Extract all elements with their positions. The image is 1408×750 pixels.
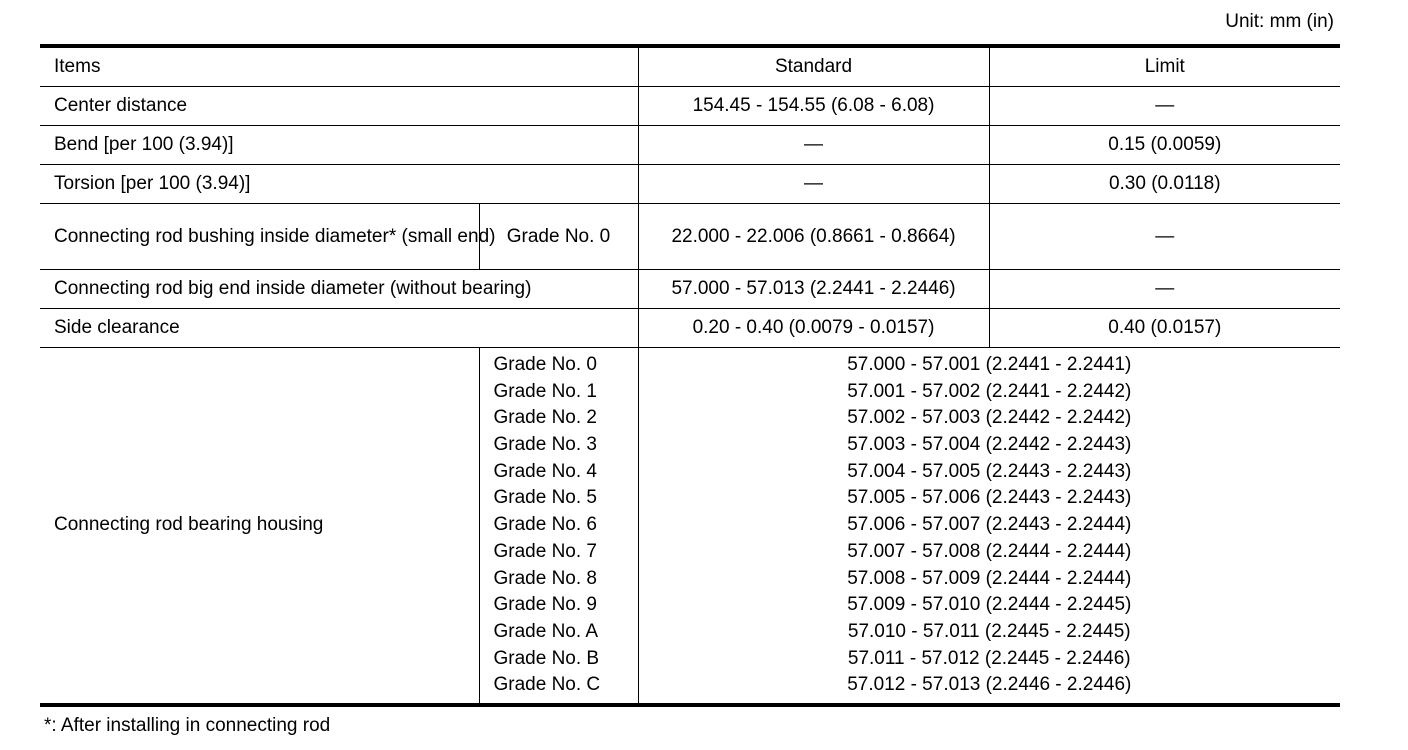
item-center-distance: Center distance (40, 87, 638, 126)
connecting-rod-spec-table (40, 44, 1340, 707)
range-item: 57.004 - 57.005 (2.2443 - 2.2443) (847, 460, 1132, 482)
header-limit: Limit (989, 46, 1340, 87)
grade-item: Grade No. 9 (493, 594, 597, 616)
table-row-big-end (40, 270, 1340, 309)
range-item: 57.006 - 57.007 (2.2443 - 2.2444) (847, 514, 1132, 536)
grade-item: Grade No. 5 (493, 487, 597, 509)
grade-item: Grade No. 0 (493, 354, 597, 375)
table-row-bushing (40, 204, 1340, 270)
standard-center-distance: 154.45 - 154.55 (6.08 - 6.08) (638, 87, 989, 126)
grade-bushing: Grade No. 0 (479, 204, 638, 270)
range-item: 57.008 - 57.009 (2.2444 - 2.2444) (847, 567, 1132, 589)
footnote: *: After installing in connecting rod (44, 715, 331, 736)
grade-item: Grade No. 4 (493, 460, 597, 482)
grade-list (494, 352, 624, 699)
range-list-cell (638, 348, 1340, 705)
range-item: 57.005 - 57.006 (2.2443 - 2.2443) (847, 487, 1132, 509)
grade-item: Grade No. 7 (493, 540, 597, 562)
header-row (40, 46, 1340, 87)
table-row-bearing-housing (40, 348, 1340, 705)
header-items: Items (40, 46, 638, 87)
range-item: 57.011 - 57.012 (2.2445 - 2.2446) (847, 647, 1131, 669)
limit-center-distance: — (989, 87, 1340, 126)
standard-side-clearance: 0.20 - 0.40 (0.0079 - 0.0157) (638, 309, 989, 348)
range-item: 57.001 - 57.002 (2.2441 - 2.2442) (847, 380, 1132, 402)
range-item: 57.002 - 57.003 (2.2442 - 2.2442) (847, 407, 1132, 429)
grade-item: Grade No. C (493, 674, 601, 696)
grade-item: Grade No. A (493, 620, 599, 642)
table-row-side-clearance (40, 309, 1340, 348)
standard-bend: — (638, 126, 989, 165)
standard-big-end: 57.000 - 57.013 (2.2441 - 2.2446) (638, 270, 989, 309)
grade-item: Grade No. 1 (493, 380, 597, 402)
range-list (653, 352, 1327, 699)
range-item: 57.003 - 57.004 (2.2442 - 2.2443) (847, 434, 1132, 456)
item-side-clearance: Side clearance (40, 309, 638, 348)
limit-bend: 0.15 (0.0059) (989, 126, 1340, 165)
grade-item: Grade No. 6 (493, 514, 597, 536)
item-torsion: Torsion [per 100 (3.94)] (40, 165, 638, 204)
table-row-torsion (40, 165, 1340, 204)
limit-side-clearance: 0.40 (0.0157) (989, 309, 1340, 348)
limit-torsion: 0.30 (0.0118) (989, 165, 1340, 204)
range-item: 57.000 - 57.001 (2.2441 - 2.2441) (847, 354, 1132, 375)
range-item: 57.010 - 57.011 (2.2445 - 2.2445) (847, 620, 1131, 642)
header-standard: Standard (638, 46, 989, 87)
standard-bushing: 22.000 - 22.006 (0.8661 - 0.8664) (638, 204, 989, 270)
standard-torsion: — (638, 165, 989, 204)
table-row-center-distance (40, 87, 1340, 126)
grade-item: Grade No. 3 (493, 434, 597, 456)
range-item: 57.012 - 57.013 (2.2446 - 2.2446) (847, 674, 1132, 696)
unit-label: Unit: mm (in) (1225, 11, 1334, 32)
grade-item: Grade No. 2 (493, 407, 597, 429)
item-bushing: Connecting rod bushing inside diameter* (small end) (40, 204, 479, 270)
range-item: 57.007 - 57.008 (2.2444 - 2.2444) (847, 540, 1132, 562)
item-bend: Bend [per 100 (3.94)] (40, 126, 638, 165)
range-item: 57.009 - 57.010 (2.2444 - 2.2445) (847, 594, 1132, 616)
table-row-bend (40, 126, 1340, 165)
grade-list-cell (479, 348, 638, 705)
limit-bushing: — (989, 204, 1340, 270)
item-big-end: Connecting rod big end inside diameter (without bearing) (40, 270, 638, 309)
item-bearing-housing: Connecting rod bearing housing (54, 514, 324, 536)
limit-big-end: — (989, 270, 1340, 309)
grade-item: Grade No. 8 (493, 567, 597, 589)
grade-item: Grade No. B (493, 647, 600, 669)
